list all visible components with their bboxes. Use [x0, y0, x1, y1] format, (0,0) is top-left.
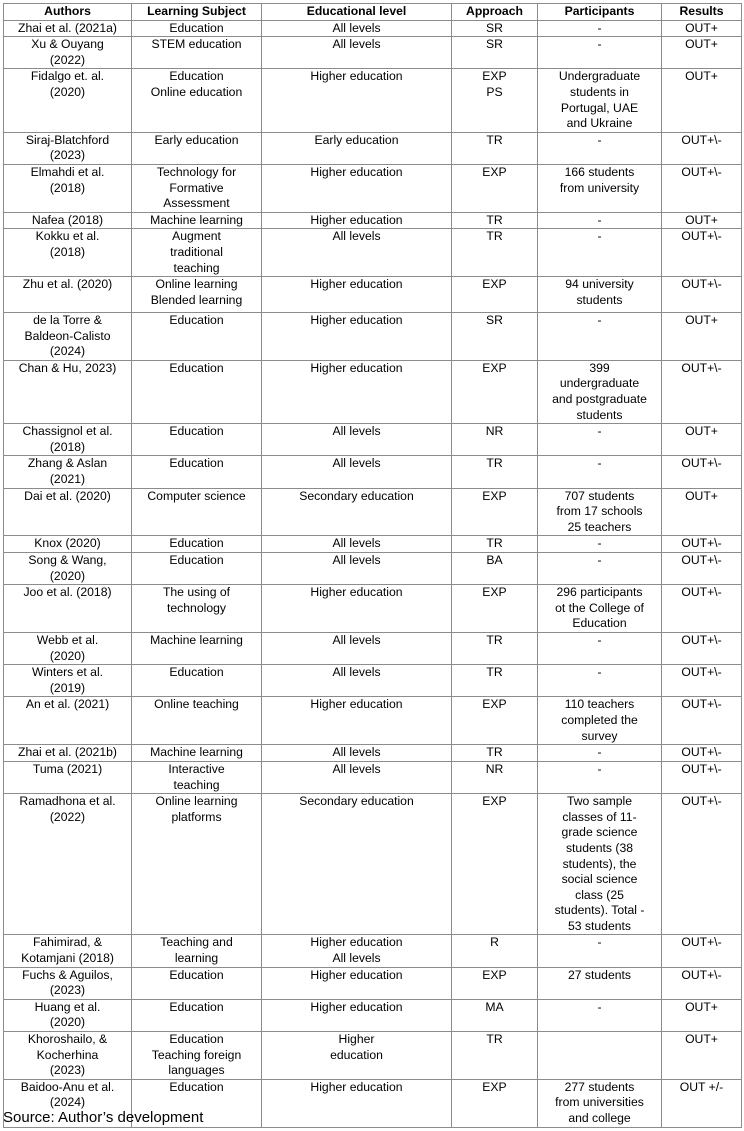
column-header-educational-level: Educational level: [262, 4, 452, 21]
cell-learning-subject: Education: [132, 424, 262, 456]
table-row: [4, 935, 742, 967]
cell-authors: Webb et al. (2020): [4, 632, 132, 664]
cell-approach: NR: [452, 424, 538, 456]
cell-authors: Ramadhona et al. (2022): [4, 794, 132, 935]
cell-participants: -: [538, 665, 662, 697]
cell-authors: Huang et al. (2020): [4, 999, 132, 1031]
cell-approach: EXP: [452, 967, 538, 999]
cell-educational-level: Secondary education: [262, 488, 452, 536]
cell-participants: -: [538, 761, 662, 793]
cell-approach: TR: [452, 745, 538, 762]
table-row: [4, 632, 742, 664]
cell-approach: SR: [452, 20, 538, 37]
cell-approach: EXP: [452, 164, 538, 212]
cell-approach: EXP: [452, 360, 538, 423]
cell-results: OUT+\-: [662, 794, 742, 935]
table-row: [4, 488, 742, 536]
cell-results: OUT+\-: [662, 553, 742, 585]
cell-participants: 110 teachers completed the survey: [538, 697, 662, 745]
cell-educational-level: Secondary education: [262, 794, 452, 935]
cell-learning-subject: Education: [132, 553, 262, 585]
table-row: [4, 424, 742, 456]
cell-learning-subject: Education Teaching foreign languages: [132, 1032, 262, 1080]
cell-learning-subject: Education: [132, 967, 262, 999]
cell-results: OUT+: [662, 488, 742, 536]
cell-learning-subject: Education: [132, 313, 262, 361]
cell-educational-level: All levels: [262, 632, 452, 664]
cell-authors: Chassignol et al. (2018): [4, 424, 132, 456]
source-note: Source: Author’s development: [3, 1109, 204, 1126]
cell-participants: 296 participants ot the College of Education: [538, 585, 662, 633]
cell-learning-subject: Interactive teaching: [132, 761, 262, 793]
cell-educational-level: Early education: [262, 132, 452, 164]
cell-authors: de la Torre & Baldeon-Calisto (2024): [4, 313, 132, 361]
cell-learning-subject: Machine learning: [132, 632, 262, 664]
cell-authors: Zhai et al. (2021a): [4, 20, 132, 37]
studies-table: [3, 3, 742, 1128]
cell-authors: Nafea (2018): [4, 212, 132, 229]
cell-authors: Zhai et al. (2021b): [4, 745, 132, 762]
cell-learning-subject: Education: [132, 1079, 262, 1127]
cell-approach: EXP: [452, 585, 538, 633]
cell-participants: -: [538, 999, 662, 1031]
table-row: [4, 212, 742, 229]
cell-participants: 277 students from universities and college: [538, 1079, 662, 1127]
cell-results: OUT+: [662, 69, 742, 132]
cell-participants: 94 university students: [538, 277, 662, 313]
cell-approach: EXP: [452, 794, 538, 935]
cell-participants: -: [538, 20, 662, 37]
cell-authors: Baidoo-Anu et al. (2024): [4, 1079, 132, 1127]
cell-approach: TR: [452, 456, 538, 488]
table-row: [4, 697, 742, 745]
table-row: [4, 69, 742, 132]
cell-learning-subject: Early education: [132, 132, 262, 164]
table-row: [4, 1032, 742, 1080]
cell-approach: NR: [452, 761, 538, 793]
cell-results: OUT+: [662, 1032, 742, 1080]
cell-learning-subject: Technology for Formative Assessment: [132, 164, 262, 212]
cell-results: OUT+\-: [662, 456, 742, 488]
cell-approach: MA: [452, 999, 538, 1031]
cell-results: OUT+: [662, 212, 742, 229]
cell-authors: Joo et al. (2018): [4, 585, 132, 633]
table-row: [4, 585, 742, 633]
cell-results: OUT+\-: [662, 761, 742, 793]
cell-results: OUT+: [662, 424, 742, 456]
cell-learning-subject: STEM education: [132, 37, 262, 69]
cell-learning-subject: The using of technology: [132, 585, 262, 633]
cell-approach: TR: [452, 536, 538, 553]
cell-educational-level: Higher education: [262, 212, 452, 229]
cell-learning-subject: Online teaching: [132, 697, 262, 745]
cell-participants: Undergraduate students in Portugal, UAE and Ukraine: [538, 69, 662, 132]
cell-educational-level: All levels: [262, 665, 452, 697]
table-row: [4, 967, 742, 999]
cell-authors: Xu & Ouyang (2022): [4, 37, 132, 69]
cell-participants: -: [538, 313, 662, 361]
cell-results: OUT+: [662, 37, 742, 69]
cell-learning-subject: Online learning platforms: [132, 794, 262, 935]
table-row: [4, 132, 742, 164]
cell-approach: TR: [452, 212, 538, 229]
cell-participants: Two sample classes of 11- grade science students (38 students), the social science class (25 students). Total - 53 students: [538, 794, 662, 935]
cell-authors: Zhang & Aslan (2021): [4, 456, 132, 488]
cell-learning-subject: Machine learning: [132, 212, 262, 229]
cell-authors: Zhu et al. (2020): [4, 277, 132, 313]
cell-participants: 27 students: [538, 967, 662, 999]
cell-participants: -: [538, 132, 662, 164]
table-body: [4, 20, 742, 1127]
cell-results: OUT+: [662, 313, 742, 361]
table-row: [4, 313, 742, 361]
cell-learning-subject: Education: [132, 999, 262, 1031]
cell-participants: -: [538, 424, 662, 456]
table-row: [4, 277, 742, 313]
cell-educational-level: Higher education: [262, 313, 452, 361]
cell-approach: TR: [452, 229, 538, 277]
cell-approach: EXP: [452, 277, 538, 313]
cell-learning-subject: Education: [132, 536, 262, 553]
cell-approach: TR: [452, 665, 538, 697]
cell-results: OUT+\-: [662, 164, 742, 212]
cell-participants: 707 students from 17 schools 25 teachers: [538, 488, 662, 536]
cell-participants: -: [538, 935, 662, 967]
cell-participants: -: [538, 37, 662, 69]
cell-authors: Khoroshailo, & Kocherhina (2023): [4, 1032, 132, 1080]
cell-results: OUT +/-: [662, 1079, 742, 1127]
table-row: [4, 761, 742, 793]
cell-authors: Fahimirad, & Kotamjani (2018): [4, 935, 132, 967]
cell-authors: Knox (2020): [4, 536, 132, 553]
header-row: [4, 4, 742, 21]
cell-approach: TR: [452, 1032, 538, 1080]
cell-approach: TR: [452, 632, 538, 664]
cell-educational-level: Higher education: [262, 967, 452, 999]
cell-authors: Winters et al. (2019): [4, 665, 132, 697]
cell-educational-level: Higher education: [262, 69, 452, 132]
table-row: [4, 553, 742, 585]
cell-approach: EXP PS: [452, 69, 538, 132]
cell-educational-level: All levels: [262, 553, 452, 585]
cell-results: OUT+\-: [662, 585, 742, 633]
cell-participants: -: [538, 212, 662, 229]
cell-learning-subject: Augment traditional teaching: [132, 229, 262, 277]
cell-authors: Siraj-Blatchford (2023): [4, 132, 132, 164]
cell-learning-subject: Education: [132, 360, 262, 423]
table-row: [4, 745, 742, 762]
cell-educational-level: All levels: [262, 37, 452, 69]
cell-educational-level: Higher education: [262, 164, 452, 212]
table-row: [4, 20, 742, 37]
cell-educational-level: All levels: [262, 745, 452, 762]
table-row: [4, 37, 742, 69]
table-row: [4, 536, 742, 553]
cell-participants: -: [538, 536, 662, 553]
cell-results: OUT+\-: [662, 745, 742, 762]
cell-learning-subject: Education: [132, 456, 262, 488]
table-row: [4, 360, 742, 423]
cell-approach: EXP: [452, 697, 538, 745]
cell-authors: Song & Wang, (2020): [4, 553, 132, 585]
cell-educational-level: All levels: [262, 424, 452, 456]
column-header-authors: Authors: [4, 4, 132, 21]
cell-learning-subject: Teaching and learning: [132, 935, 262, 967]
cell-educational-level: Higher education: [262, 360, 452, 423]
cell-learning-subject: Online learning Blended learning: [132, 277, 262, 313]
cell-authors: Dai et al. (2020): [4, 488, 132, 536]
cell-educational-level: All levels: [262, 761, 452, 793]
table-row: [4, 665, 742, 697]
cell-participants: 399 undergraduate and postgraduate students: [538, 360, 662, 423]
cell-results: OUT+\-: [662, 632, 742, 664]
cell-results: OUT+\-: [662, 277, 742, 313]
cell-authors: Kokku et al. (2018): [4, 229, 132, 277]
column-header-results: Results: [662, 4, 742, 21]
cell-results: OUT+\-: [662, 935, 742, 967]
cell-authors: Fuchs & Aguilos, (2023): [4, 967, 132, 999]
cell-educational-level: Higher education: [262, 1079, 452, 1127]
cell-approach: R: [452, 935, 538, 967]
cell-educational-level: All levels: [262, 20, 452, 37]
cell-results: OUT+\-: [662, 360, 742, 423]
cell-participants: -: [538, 632, 662, 664]
cell-approach: SR: [452, 37, 538, 69]
cell-authors: Chan & Hu, 2023): [4, 360, 132, 423]
cell-results: OUT+\-: [662, 229, 742, 277]
cell-results: OUT+\-: [662, 697, 742, 745]
cell-learning-subject: Education: [132, 20, 262, 37]
cell-participants: [538, 1032, 662, 1080]
cell-results: OUT+\-: [662, 665, 742, 697]
cell-participants: -: [538, 745, 662, 762]
table-row: [4, 794, 742, 935]
table-row: [4, 164, 742, 212]
cell-authors: Elmahdi et al. (2018): [4, 164, 132, 212]
cell-approach: SR: [452, 313, 538, 361]
cell-educational-level: All levels: [262, 536, 452, 553]
column-header-approach: Approach: [452, 4, 538, 21]
cell-results: OUT+\-: [662, 132, 742, 164]
cell-results: OUT+: [662, 20, 742, 37]
cell-authors: Fidalgo et. al. (2020): [4, 69, 132, 132]
table-row: [4, 999, 742, 1031]
column-header-learning-subject: Learning Subject: [132, 4, 262, 21]
cell-educational-level: Higher education: [262, 999, 452, 1031]
cell-approach: BA: [452, 553, 538, 585]
cell-participants: -: [538, 229, 662, 277]
cell-approach: TR: [452, 132, 538, 164]
cell-participants: -: [538, 456, 662, 488]
cell-authors: Tuma (2021): [4, 761, 132, 793]
cell-learning-subject: Computer science: [132, 488, 262, 536]
cell-results: OUT+: [662, 999, 742, 1031]
cell-educational-level: Higher education: [262, 1032, 452, 1080]
cell-learning-subject: Machine learning: [132, 745, 262, 762]
cell-educational-level: Higher education: [262, 585, 452, 633]
cell-participants: -: [538, 553, 662, 585]
cell-learning-subject: Education Online education: [132, 69, 262, 132]
cell-educational-level: All levels: [262, 456, 452, 488]
table-row: [4, 229, 742, 277]
cell-approach: EXP: [452, 1079, 538, 1127]
cell-results: OUT+\-: [662, 967, 742, 999]
column-header-participants: Participants: [538, 4, 662, 21]
cell-learning-subject: Education: [132, 665, 262, 697]
cell-educational-level: All levels: [262, 229, 452, 277]
cell-participants: 166 students from university: [538, 164, 662, 212]
cell-results: OUT+\-: [662, 536, 742, 553]
cell-approach: EXP: [452, 488, 538, 536]
cell-authors: An et al. (2021): [4, 697, 132, 745]
cell-educational-level: Higher education: [262, 277, 452, 313]
cell-educational-level: Higher education All levels: [262, 935, 452, 967]
table-row: [4, 456, 742, 488]
cell-educational-level: Higher education: [262, 697, 452, 745]
